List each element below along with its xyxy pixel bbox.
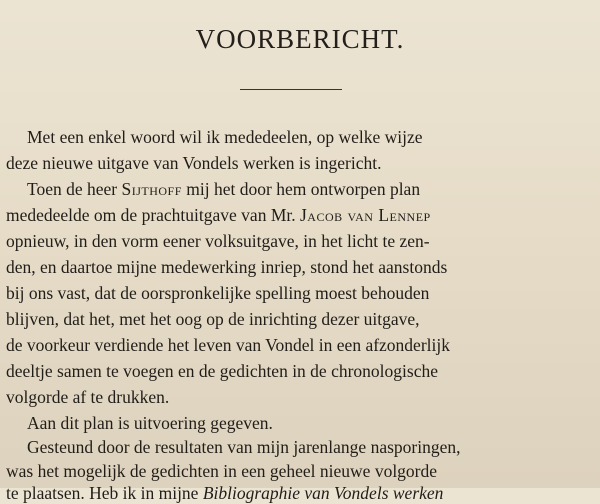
title-rule [240, 89, 342, 90]
text-line-5: opnieuw, in den vorm eener volksuitgave, in het licht te zen- [6, 231, 430, 251]
book-title-italic: Bibliographie van Vondels werken [202, 483, 444, 503]
text-line-2: deze nieuwe uitgave van Vondels werken is ingericht. [6, 153, 382, 173]
text-line-7: bij ons vast, dat de oorspronkelijke spelling moest behouden [6, 283, 430, 303]
text-line-11: volgorde af te drukken. [6, 387, 170, 407]
text-line-9: de voorkeur verdiende het leven van Vondel in een afzonderlijk [6, 335, 450, 355]
name-sijthoff: Sijthoff [121, 179, 182, 199]
text-line-14: was het mogelijk de gedichten in een geheel nieuwe volgorde [6, 461, 438, 481]
text-run: te plaatsen. Heb ik in mijne [6, 483, 203, 503]
text-line-6: den, en daartoe mijne medewerking inriep, stond het aanstonds [6, 257, 448, 277]
text-line-15 [6, 482, 443, 504]
text-run: mededeelde om de prachtuitgave van Mr. [6, 205, 300, 225]
text-line-12: Aan dit plan is uitvoering gegeven. [27, 413, 273, 433]
text-line-10: deeltje samen te voegen en de gedichten in de chronologische [6, 361, 438, 381]
text-line-4 [6, 204, 431, 226]
text-run: Toen de heer [27, 179, 122, 199]
page-title: VOORBERICHT. [195, 24, 405, 54]
text-run: mij het door hem ontworpen plan [181, 179, 421, 199]
text-line-3 [27, 178, 420, 200]
name-van-lennep: Jacob van Lennep [300, 205, 431, 225]
text-line-13: Gesteund door de resultaten van mijn jarenlange nasporingen, [27, 437, 461, 457]
text-line-1: Met een enkel woord wil ik mededeelen, op welke wijze [27, 127, 423, 147]
text-line-8: blijven, dat het, met het oog op de inrichting dezer uitgave, [6, 309, 420, 329]
